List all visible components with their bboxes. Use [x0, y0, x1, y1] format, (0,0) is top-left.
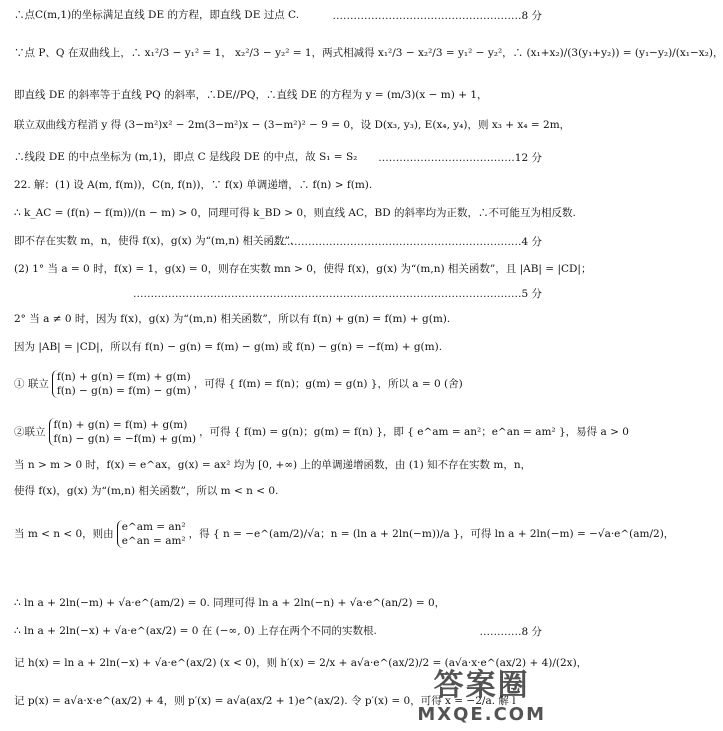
score-marker: ………………………………………………………………4 分	[269, 236, 542, 248]
text-line	[14, 520, 675, 548]
text-line	[14, 596, 544, 610]
text-line	[14, 46, 723, 60]
line-text: 2° 当 a ≠ 0 时，因为 f(x)，g(x) 为“(m,n) 相关函数”，所以有 f(n) + g(n) = f(m) + g(m).	[14, 313, 451, 325]
line-text: ②联立	[14, 426, 46, 438]
line-text: 记 h(x) = ln a + 2ln(−x) + √a·e^(ax/2) (x < 0)，则 h′(x) = 2/x + a√a·e^(ax/2)/2 = (a√a·x·e^(ax/2) + 4)/(2x)，	[14, 657, 588, 669]
line-text: 记 p(x) = a√a·x·e^(ax/2) + 4，则 p′(x) = a√a(ax/2 + 1)e^(ax/2). 令 p′(x) = 0，可得 x = −2/a. 解 l	[14, 695, 516, 707]
line-text: 使得 f(x)，g(x) 为“(m,n) 相关函数”，所以 m < n < 0.	[14, 485, 279, 497]
line-text: 当 n > m > 0 时，f(x) = e^ax，g(x) = ax² 均为 [0, +∞) 上的单调递增函数，由 (1) 知不存在实数 m，n，	[14, 459, 532, 471]
watermark-logo: 答案圈	[433, 668, 530, 703]
text-line	[14, 370, 544, 398]
line-text: (2) 1° 当 a = 0 时，f(x) = 1，g(x) = 0，则存在实数 mn > 0，使得 f(x)，g(x) 为“(m,n) 相关函数”，且 |AB| = |CD|；	[14, 263, 592, 275]
text-line	[14, 624, 544, 638]
text-line	[14, 312, 544, 326]
score-marker: ………………………………………………8 分	[332, 10, 542, 22]
line-text: 因为 |AB| = |CD|，所以有 f(n) − g(n) = f(m) − g(m) 或 f(n) − g(n) = −f(m) + g(m).	[14, 341, 443, 353]
watermark-url: MXQE.COM	[417, 704, 546, 725]
line-text: ∴ k_AC = (f(n) − f(m))/(n − m) > 0，同理可得 k_BD > 0，则直线 AC，BD 的斜率均为正数，∴不可能互为相反数.	[14, 207, 576, 219]
line-text: 22. 解：(1) 设 A(m, f(m))，C(n, f(n))，∵ f(x) 单调递增，∴ f(n) > f(m).	[14, 179, 373, 191]
line-text: 当 m < n < 0，则由	[14, 528, 114, 540]
line-text: ∴ ln a + 2ln(−x) + √a·e^(ax/2) = 0 在 (−∞, 0) 上存在两个不同的实数根.	[14, 625, 377, 637]
line-text: ① 联立	[14, 378, 49, 390]
line-text: ∴线段 DE 的中点坐标为 (m,1)，即点 C 是线段 DE 的中点，故 S₁ = S₂	[14, 151, 358, 163]
line-text-continued: ，得 { n = −e^(am/2)/√a；n = (ln a + 2ln(−m))/a }，可得 ln a + 2ln(−m) = −√a·e^(am/2)，	[188, 528, 675, 540]
text-line	[14, 340, 544, 354]
text-line	[14, 262, 592, 276]
line-text: ∴ ln a + 2ln(−m) + √a·e^(am/2) = 0. 同理可得 ln a + 2ln(−n) + √a·e^(an/2) = 0，	[14, 597, 446, 609]
score-marker: …………………………………………………………………………………………………5 分	[132, 288, 542, 300]
text-line	[14, 418, 629, 446]
equation: f(n) − g(n) = −f(m) + g(m)	[53, 433, 197, 445]
line-text: 即不存在实数 m，n，使得 f(x)，g(x) 为“(m,n) 相关函数”.	[14, 235, 294, 247]
text-line	[14, 118, 571, 132]
equation: e^am = an²	[121, 521, 186, 533]
watermark	[417, 660, 546, 725]
equation: f(n) − g(n) = f(m) − g(m)	[56, 385, 191, 397]
equation-system	[117, 520, 186, 548]
text-line	[14, 458, 544, 472]
score-marker: …………8 分	[479, 626, 542, 638]
equation-system	[49, 418, 197, 446]
equation: f(n) + g(n) = f(m) + g(m)	[53, 419, 188, 431]
line-text-continued: ，可得 { f(m) = f(n)；g(m) = g(n) }，所以 a = 0 (舍)	[193, 378, 463, 390]
text-line	[14, 206, 576, 220]
equation: e^an = am²	[121, 535, 186, 547]
equation: f(n) + g(n) = f(m) + g(m)	[56, 371, 191, 383]
score-marker: …………………………………12 分	[378, 152, 542, 164]
text-line	[14, 178, 544, 192]
line-text: ∴点C(m,1)的坐标满足直线 DE 的方程，即直线 DE 过点 C.	[14, 9, 300, 21]
line-text: 联立双曲线方程消 y 得 (3−m²)x² − 2m(3−m²)x − (3−m²)² − 9 = 0，设 D(x₃, y₃), E(x₄, y₄)，则 x₃ + x₄ = 2m，	[14, 119, 571, 131]
line-text: 即直线 DE 的斜率等于直线 PQ 的斜率，∴DE//PQ，∴直线 DE 的方程为 y = (m/3)(x − m) + 1，	[14, 89, 488, 101]
text-line	[14, 88, 544, 102]
equation-system	[52, 370, 191, 398]
line-text-continued: ，可得 { f(m) = g(n)；g(m) = f(n) }，即 { e^am = an²；e^an = am² }，易得 a > 0	[199, 426, 629, 438]
line-text: ∵点 P、Q 在双曲线上，∴ x₁²/3 − y₁² = 1， x₂²/3 − y₂² = 1，两式相减得 x₁²/3 − x₂²/3 = y₁² − y₂²，∴ (x₁+x₂)/(3(y₁+y₂)) = (y₁−y₂)/(x₁−x₂)，	[14, 47, 723, 59]
text-line	[14, 484, 544, 498]
